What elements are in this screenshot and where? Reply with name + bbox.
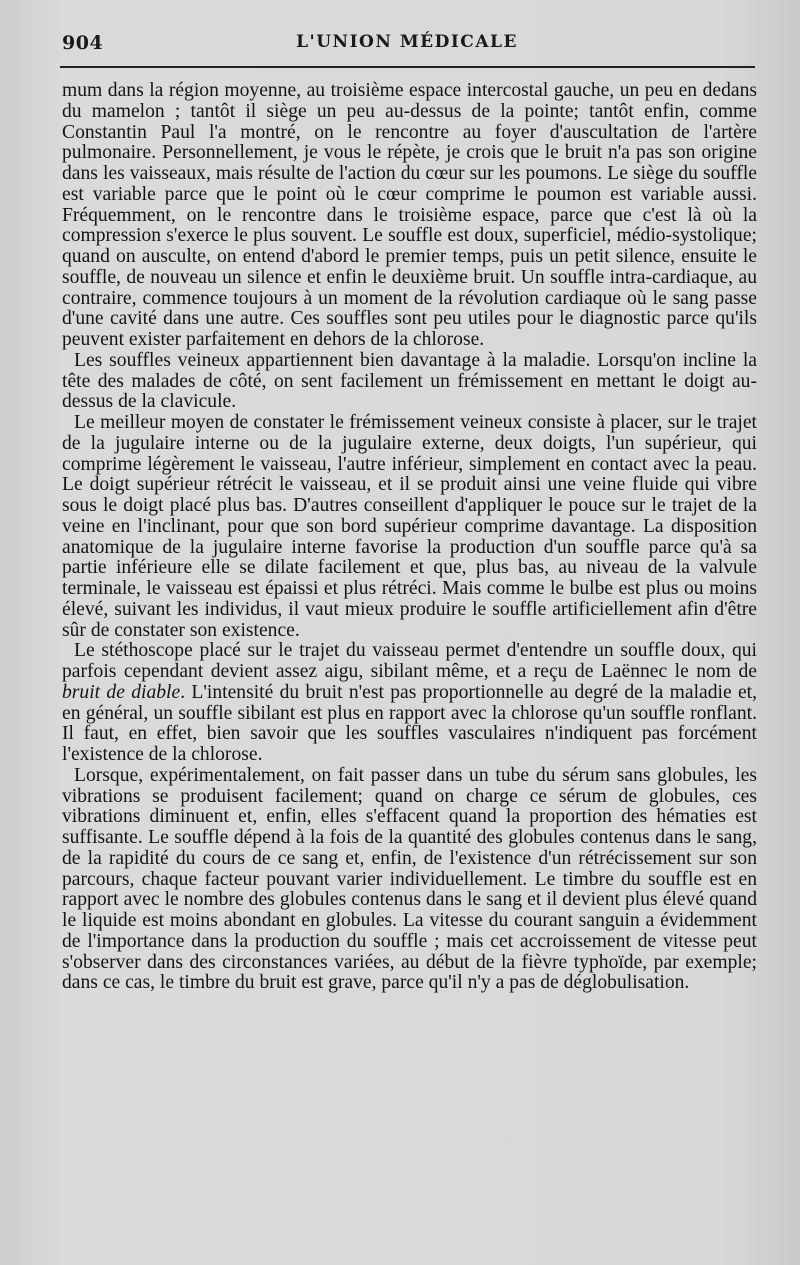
paragraph: Lorsque, expérimentalement, on fait passer dans un tube du sérum sans globules, les vibrations se produisent facilement; quand on charge ce sérum de globules, ces vibrations diminuent et, enfin, elles s'effacent quand la proportion des hématies est suffisante. Le souffle dépend à la fois de la quantité des globules contenus dans le sang, de la rapidité du cours de ce sang et, enfin, de l'existence d'un rétrécissement sur son parcours, chaque facteur pouvant varier individuellement. Le timbre du souffle est en rapport avec le nombre des globules contenus dans le sang et il devient plus élevé quand le liquide est moins abondant en globules. La vitesse du courant sanguin a évidemment de l'importance dans la production du souffle ; mais cet accroissement de vitesse peut s'observer dans des circonstances variées, au début de la fièvre typhoïde, par exemple; dans ce cas, le timbre du bruit est grave, parce qu'il n'y a pas de déglobulisation. [62,764,757,994]
paragraph-text: . L'intensité du bruit n'est pas proportionnelle au degré de la maladie et, en général, un souffle sibilant est plus en rapport avec la chlorose qu'un souffle ronflant. Il faut, en effet, bien savoir que les souffles vasculaires n'indiquent pas forcément l'existence de la chlorose. [62,681,757,765]
page-header [62,32,752,62]
paragraph [62,641,757,766]
header-rule [60,66,755,68]
paragraph: Le meilleur moyen de constater le frémissement veineux consiste à placer, sur le trajet de la jugulaire interne ou de la jugulaire externe, deux doigts, l'un supérieur, qui comprime légèrement le vaisseau, l'autre inférieur, simplement en contact avec la peau. Le doigt supérieur rétrécit le vaisseau, et il se produit ainsi une veine fluide qui vibre sous le doigt placé plus bas. D'autres conseillent d'appliquer le pouce sur le trajet de la veine en l'inclinant, pour que son bord supérieur comprime davantage. La disposition anatomique de la jugulaire interne favorise la production d'un souffle parce qu'à sa partie inférieure elle se dilate facilement et que, plus bas, au niveau de la valvule terminale, le vaisseau est épaissi et plus rétréci. Mais comme le bulbe est plus ou moins élevé, suivant les individus, il vaut mieux produire le souffle artificiellement afin d'être sûr de constater son existence. [62,412,757,641]
running-title: L'UNION MÉDICALE [296,32,518,52]
paragraph: Les souffles veineux appartiennent bien davantage à la maladie. Lorsqu'on incline la tête des malades de côté, on sent facilement un frémissement en mettant le doigt au-dessus de la clavicule. [62,349,757,413]
paragraph-text: Le stéthoscope placé sur le trajet du vaisseau permet d'entendre un souffle doux, qui parfois cependant devient assez aigu, sibilant même, et a reçu de Laënnec le nom de [62,640,757,682]
page-number: 904 [62,32,104,54]
paragraph: mum dans la région moyenne, au troisième espace intercostal gauche, un peu en dedans du mamelon ; tantôt il siège un peu au-dessus de la pointe; tantôt enfin, comme Constantin Paul l'a montré, on le rencontre au foyer d'auscultation de l'artère pulmonaire. Personnellement, je vous le répète, je crois que le bruit n'a pas son origine dans les vaisseaux, mais résulte de l'action du cœur sur les poumons. Le siège du souffle est variable parce que le point où le cœur comprime le poumon est variable aussi. Fréquemment, on le rencontre dans le troisième espace, parce que c'est là où la compression s'exerce le plus souvent. Le souffle est doux, superficiel, médio-systolique; quand on ausculte, on entend d'abord le premier temps, puis un petit silence, ensuite le souffle, de nouveau un silence et enfin le deuxième bruit. Un souffle intra-cardiaque, au contraire, commence toujours à un moment de la révolution cardiaque où le sang passe d'une cavité dans une autre. Ces souffles sont peu utiles pour le diagnostic parce qu'ils peuvent exister parfaitement en dehors de la chlorose. [62,80,757,350]
body-text [62,81,757,994]
italic-term: bruit de diable [62,681,181,703]
